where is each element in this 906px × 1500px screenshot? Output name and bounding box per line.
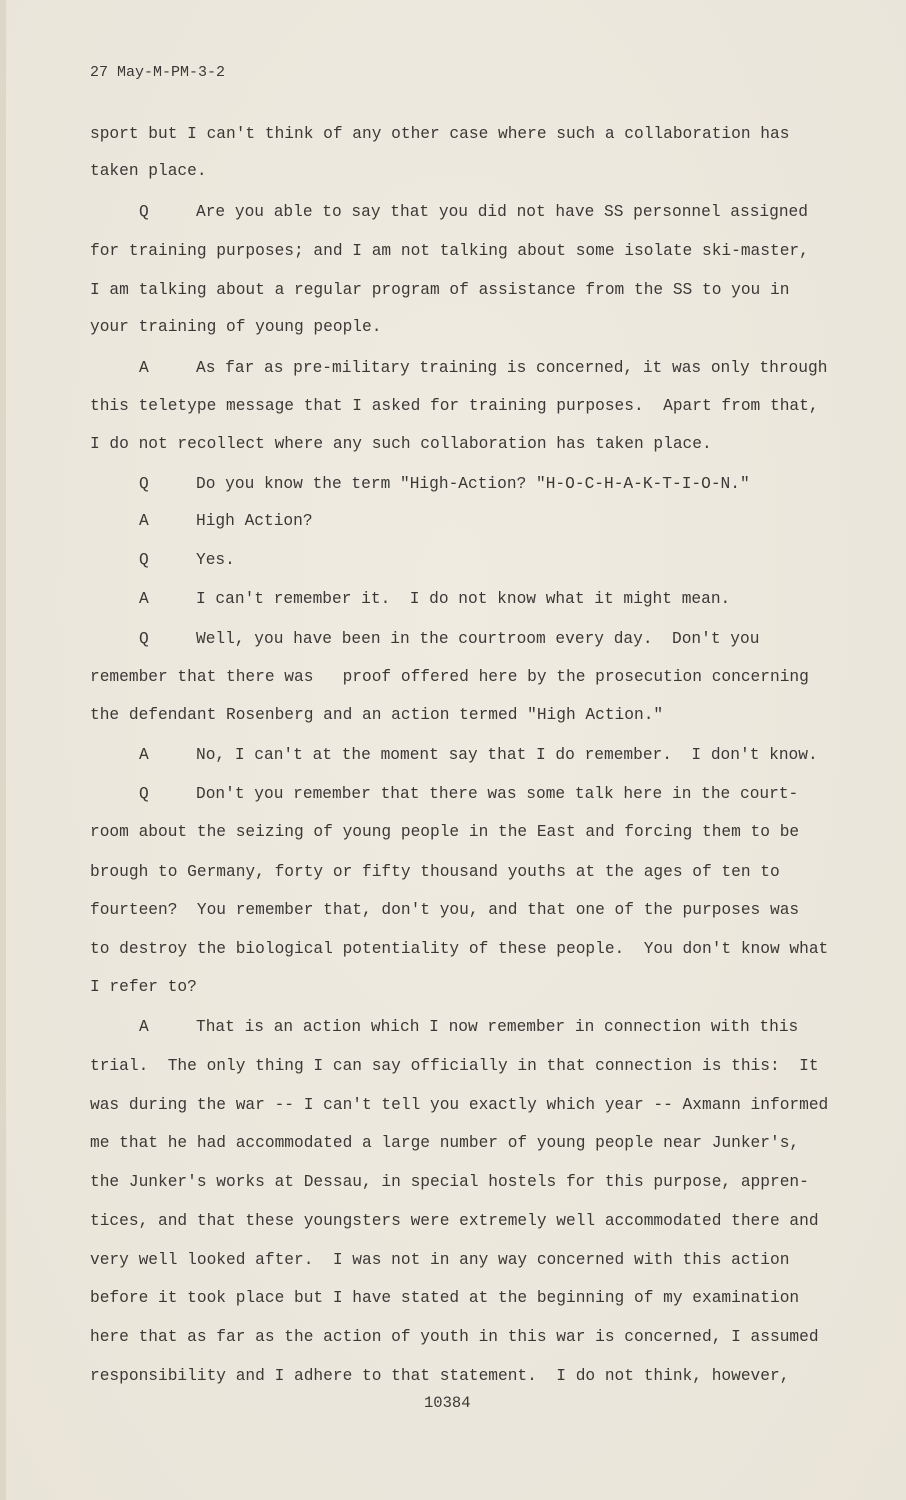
transcript-line: fourteen? You remember that, don't you, and that one of the purposes was: [90, 901, 800, 919]
transcript-line: Well, you have been in the courtroom every day. Don't you: [196, 630, 760, 648]
speaker-label: Q: [139, 785, 149, 803]
transcript-line: for training purposes; and I am not talking about some isolate ski-master,: [90, 242, 809, 260]
speaker-label: Q: [139, 475, 149, 493]
speaker-label: A: [139, 746, 149, 764]
transcript-line: Are you able to say that you did not have SS personnel assigned: [196, 203, 808, 221]
transcript-line: sport but I can't think of any other case where such a collaboration has: [90, 125, 790, 143]
transcript-line: Don't you remember that there was some talk here in the court-: [196, 785, 799, 803]
transcript-line: trial. The only thing I can say officially in that connection is this: It: [90, 1057, 819, 1075]
transcript-line: I am talking about a regular program of assistance from the SS to you in: [90, 281, 790, 299]
transcript-line: taken place.: [90, 162, 207, 180]
transcript-line: the Junker's works at Dessau, in special hostels for this purpose, appren-: [90, 1173, 809, 1191]
transcript-line: before it took place but I have stated at the beginning of my examination: [90, 1289, 800, 1307]
speaker-label: Q: [139, 203, 149, 221]
speaker-label: A: [139, 1018, 149, 1036]
speaker-label: A: [139, 359, 149, 377]
transcript-line: was during the war -- I can't tell you exactly which year -- Axmann informed: [90, 1096, 829, 1114]
transcript-line: High Action?: [196, 512, 313, 530]
speaker-label: A: [139, 512, 149, 530]
page-edge: [0, 0, 6, 1500]
transcript-line: tices, and that these youngsters were extremely well accommodated there and: [90, 1212, 819, 1230]
transcript-line: No, I can't at the moment say that I do remember. I don't know.: [196, 746, 818, 764]
transcript-line: remember that there was proof offered here by the prosecution concerning: [90, 668, 809, 686]
transcript-line: I can't remember it. I do not know what it might mean.: [196, 590, 731, 608]
transcript-line: As far as pre-military training is concerned, it was only through: [196, 359, 828, 377]
transcript-line: to destroy the biological potentiality of these people. You don't know what: [90, 940, 829, 958]
transcript-line: this teletype message that I asked for training purposes. Apart from that,: [90, 397, 819, 415]
page-number: 10384: [424, 1394, 471, 1412]
transcript-line: That is an action which I now remember in connection with this: [196, 1018, 799, 1036]
speaker-label: Q: [139, 551, 149, 569]
transcript-line: I refer to?: [90, 978, 197, 996]
speaker-label: A: [139, 590, 149, 608]
transcript-line: Yes.: [196, 551, 235, 569]
transcript-line: the defendant Rosenberg and an action termed "High Action.": [90, 706, 664, 724]
transcript-line: brough to Germany, forty or fifty thousand youths at the ages of ten to: [90, 863, 780, 881]
transcript-line: responsibility and I adhere to that statement. I do not think, however,: [90, 1367, 790, 1385]
transcript-line: room about the seizing of young people in the East and forcing them to be: [90, 823, 800, 841]
page-header: 27 May-M-PM-3-2: [90, 64, 226, 81]
speaker-label: Q: [139, 630, 149, 648]
transcript-line: me that he had accommodated a large number of young people near Junker's,: [90, 1134, 800, 1152]
transcript-line: very well looked after. I was not in any way concerned with this action: [90, 1251, 790, 1269]
transcript-line: your training of young people.: [90, 318, 382, 336]
transcript-line: Do you know the term "High-Action? "H-O-C-H-A-K-T-I-O-N.": [196, 475, 750, 493]
transcript-line: here that as far as the action of youth in this war is concerned, I assumed: [90, 1328, 819, 1346]
transcript-line: I do not recollect where any such collaboration has taken place.: [90, 435, 712, 453]
